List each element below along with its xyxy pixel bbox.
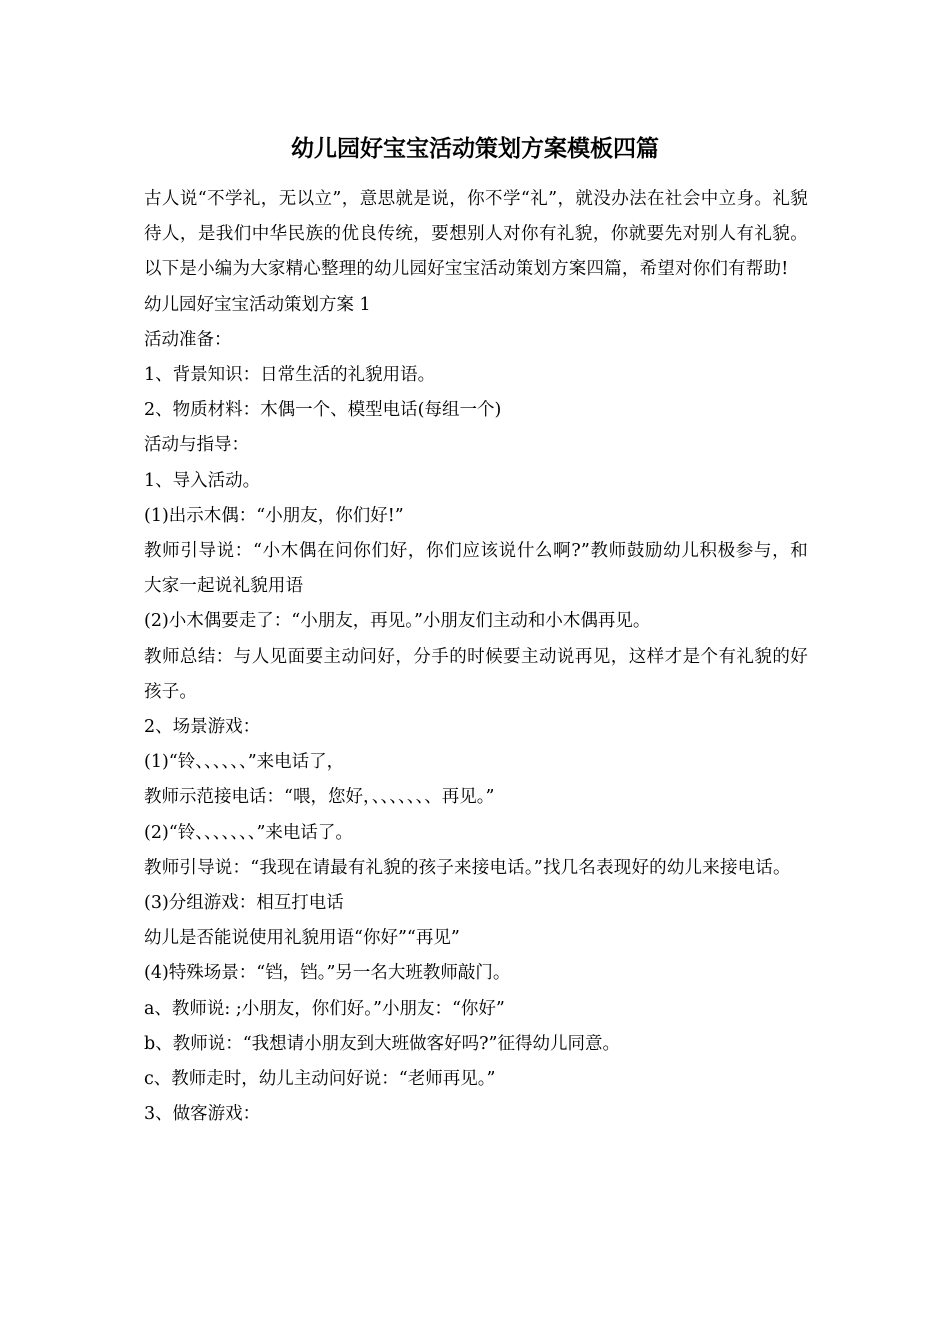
paragraph: 教师总结：与人见面要主动问好，分手的时候要主动说再见，这样才是个有礼貌的好孩子。 <box>144 646 808 702</box>
paragraph: (4)特殊场景：“铛，铛。”另一名大班教师敲门。 <box>144 963 511 984</box>
intro-paragraph: 古人说“不学礼，无以立”，意思就是说，你不学“礼”，就没办法在社会中立身。礼貌待人，是我们中华民族的优良传统，要想别人对你有礼貌，你就要先对别人有礼貌。以下是小编为大家精心整理的幼儿园好宝宝活动策划方案四篇，希望对你们有帮助! <box>144 189 808 280</box>
paragraph: 活动与指导： <box>144 435 249 456</box>
paragraph: 1、背景知识：日常生活的礼貌用语。 <box>144 365 436 386</box>
section-heading: 幼儿园好宝宝活动策划方案 1 <box>144 294 371 315</box>
document-body <box>144 182 808 1132</box>
paragraph: 教师引导说：“小木偶在问你们好，你们应该说什么啊?”教师鼓励幼儿积极参与，和大家一起说礼貌用语 <box>144 541 808 597</box>
paragraph: 活动准备： <box>144 329 232 350</box>
paragraph: b、教师说：“我想请小朋友到大班做客好吗?”征得幼儿同意。 <box>144 1033 620 1054</box>
paragraph: (3)分组游戏：相互打电话 <box>144 893 344 914</box>
paragraph: (1)出示木偶：“小朋友，你们好!” <box>144 505 404 526</box>
paragraph: c、教师走时，幼儿主动问好说：“老师再见。” <box>144 1069 496 1090</box>
paragraph: 1、导入活动。 <box>144 470 261 491</box>
paragraph: (2)“铃、、、、、、、”来电话了。 <box>144 822 353 843</box>
paragraph: 2、场景游戏： <box>144 717 261 738</box>
paragraph: (2)小木偶要走了：“小朋友，再见。”小朋友们主动和小木偶再见。 <box>144 611 651 632</box>
paragraph: 教师引导说：“我现在请最有礼貌的孩子来接电话。”找几名表现好的幼儿来接电话。 <box>144 857 791 878</box>
paragraph: 幼儿是否能说使用礼貌用语“你好”“再见” <box>144 928 460 949</box>
paragraph: 3、做客游戏： <box>144 1104 261 1125</box>
paragraph: a、教师说: ;小朋友，你们好。”小朋友：“你好” <box>144 998 505 1019</box>
paragraph: 教师示范接电话：“喂，您好，、、、、、、、再见。” <box>144 787 495 808</box>
document-title: 幼儿园好宝宝活动策划方案模板四篇 <box>291 135 659 162</box>
paragraph: (1)“铃、、、、、、”来电话了， <box>144 752 345 773</box>
paragraph: 2、物质材料：木偶一个、模型电话(每组一个) <box>144 400 502 421</box>
